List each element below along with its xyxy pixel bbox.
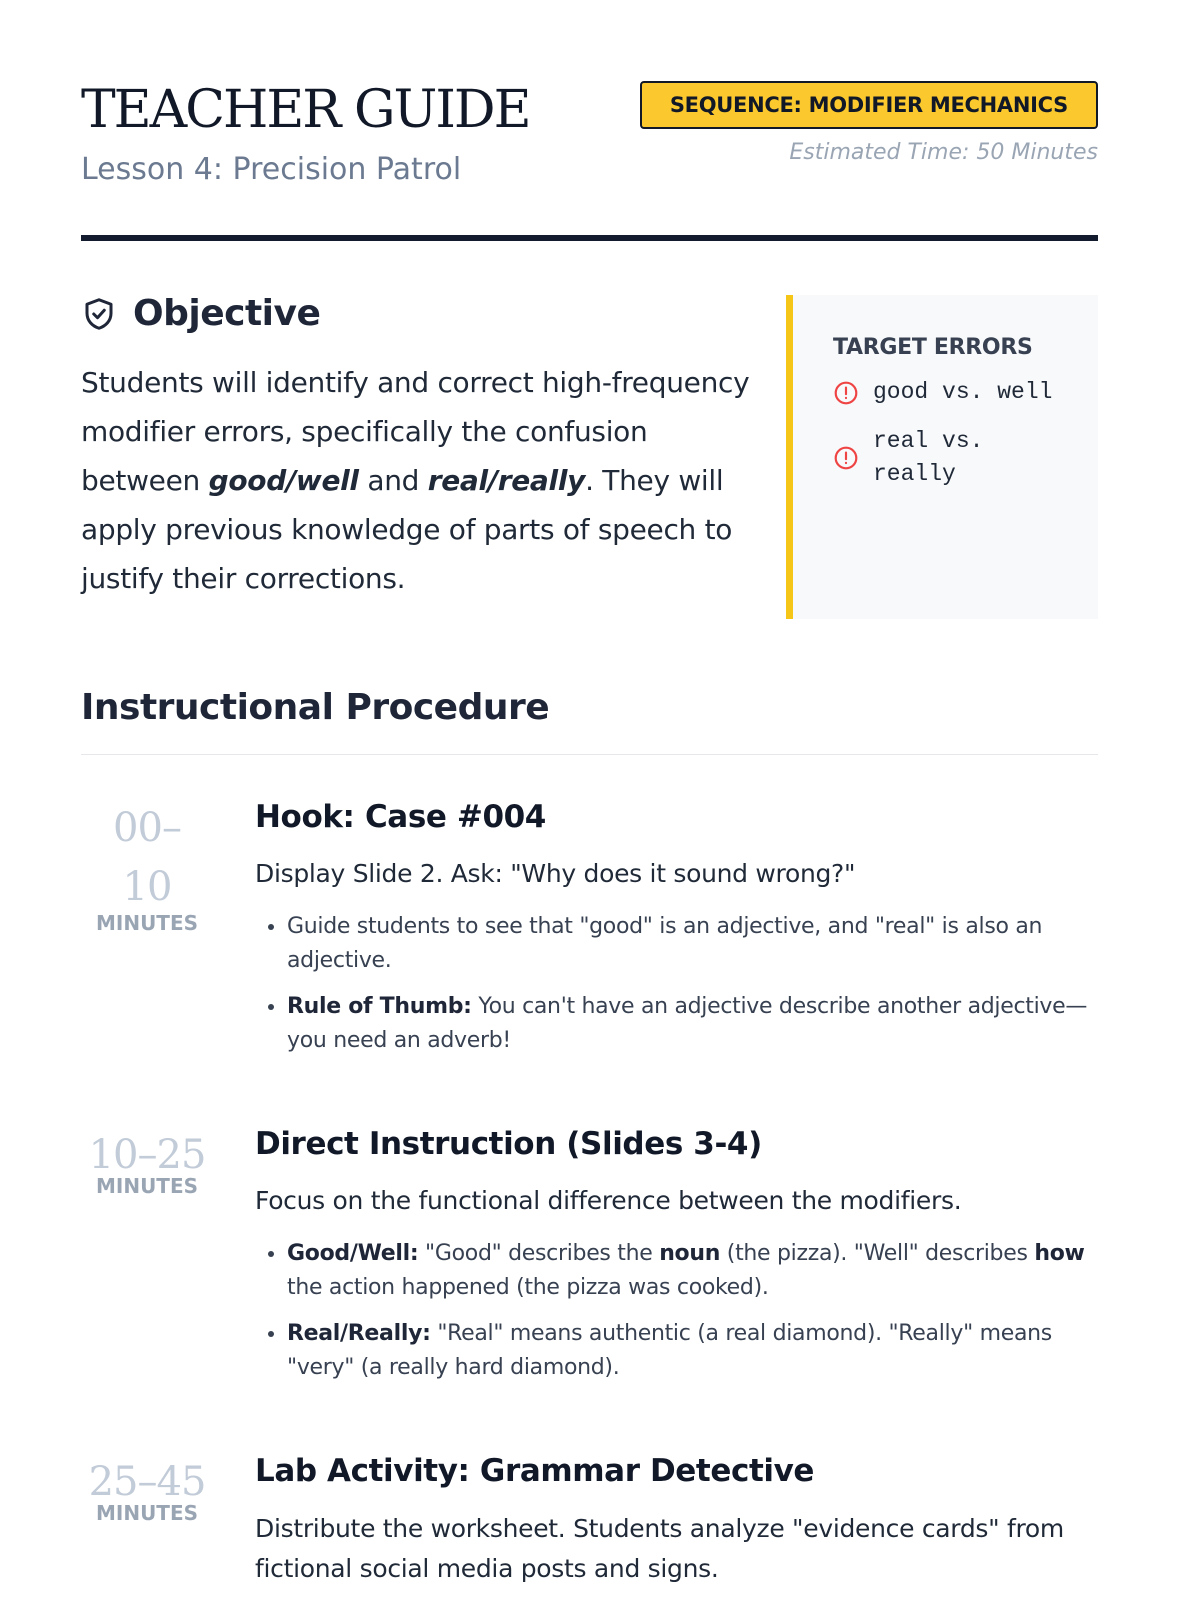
procedure-step-direct-instruction (81, 1126, 1098, 1397)
step-intro: Distribute the worksheet. Students analyze "evidence cards" from fictional social media posts and signs. (255, 1513, 1064, 1583)
alert-circle-icon (833, 445, 859, 471)
step-bullet-bold: how (1034, 1241, 1085, 1267)
step-title: Hook: Case #004 (255, 799, 546, 835)
objective-emphasis-real-really: real/really (427, 464, 586, 497)
step-bullet-bold: Good/Well: (287, 1241, 419, 1267)
step-bullet-text: "Good" describes the (418, 1241, 660, 1267)
page-title: TEACHER GUIDE (81, 80, 530, 140)
step-time-range: 25–45 (88, 1459, 206, 1506)
objective-text-part3: . They will apply previous knowledge of parts of speech to justify their corrections. (81, 464, 733, 595)
step-intro: Display Slide 2. Ask: "Why does it sound wrong?" (255, 859, 856, 889)
step-bullet (287, 990, 1098, 1058)
step-time (81, 1126, 213, 1198)
step-time (81, 1453, 213, 1525)
step-bullets (255, 910, 1098, 1058)
step-time-unit: MINUTES (95, 1501, 199, 1526)
step-title: Direct Instruction (Slides 3-4) (255, 1126, 762, 1163)
step-body (255, 1126, 1098, 1397)
target-error-item (833, 425, 1078, 491)
step-time-range: 00–10 (113, 805, 181, 910)
step-bullet (287, 1237, 1098, 1305)
lesson-subtitle: Lesson 4: Precision Patrol (81, 152, 462, 187)
step-bullets (255, 1237, 1098, 1385)
target-errors-box (786, 295, 1098, 619)
target-errors-heading: TARGET ERRORS (833, 335, 1033, 360)
procedure-divider (81, 754, 1098, 755)
procedure-section (81, 687, 1098, 1589)
procedure-step-lab-activity (81, 1453, 1098, 1588)
objective-text (81, 358, 751, 603)
step-body (255, 799, 1098, 1070)
step-title: Lab Activity: Grammar Detective (255, 1453, 815, 1490)
procedure-step-hook (81, 799, 1098, 1070)
step-intro: Focus on the functional difference between the modifiers. (255, 1186, 962, 1216)
objective-emphasis-good-well: good/well (208, 464, 359, 497)
objective-heading (81, 293, 751, 334)
shield-check-icon (81, 296, 117, 332)
header (81, 0, 1098, 243)
estimated-time: Estimated Time: 50 Minutes (789, 140, 1098, 165)
objective-text-part2: and (358, 464, 428, 497)
step-time-range: 10–25 (88, 1132, 206, 1179)
step-bullet-text: the action happened (the pizza was cooked). (287, 1275, 769, 1301)
step-bullet (287, 1317, 1098, 1385)
step-time-unit: MINUTES (95, 1174, 199, 1199)
step-bullet-text: "Real" means authentic (a real diamond). "Really" means "very" (a really hard diamond). (287, 1321, 1052, 1381)
procedure-steps (81, 799, 1098, 1589)
step-bullet-bold: Real/Really: (287, 1321, 431, 1347)
sequence-badge: SEQUENCE: MODIFIER MECHANICS (640, 81, 1098, 129)
target-error-label: good vs. well (873, 379, 1053, 405)
procedure-title: Instructional Procedure (81, 687, 550, 728)
step-bullet-text: You can't have an adjective describe another adjective—you need an adverb! (287, 994, 1088, 1054)
objective-text-part1: Students will identify and correct high-frequency modifier errors, specifically the confusion between (81, 366, 750, 497)
alert-circle-icon (833, 380, 859, 406)
header-divider (81, 235, 1098, 241)
step-bullet-bold: Rule of Thumb: (287, 994, 472, 1020)
step-bullet-text: Guide students to see that "good" is an adjective, and "real" is also an adjective. (287, 914, 1043, 974)
target-errors-list (833, 376, 1078, 491)
step-time-unit: MINUTES (95, 911, 199, 935)
objective-title: Objective (133, 293, 321, 334)
objective-section (81, 243, 1098, 633)
step-bullet-bold: noun (659, 1241, 721, 1267)
step-body (255, 1453, 1098, 1588)
target-error-label: real vs. really (873, 428, 984, 487)
step-time (81, 799, 213, 935)
objective-main (81, 293, 751, 603)
step-bullet (287, 910, 1098, 978)
target-error-item (833, 376, 1078, 409)
step-bullet-text: (the pizza). "Well" describes (720, 1241, 1035, 1267)
